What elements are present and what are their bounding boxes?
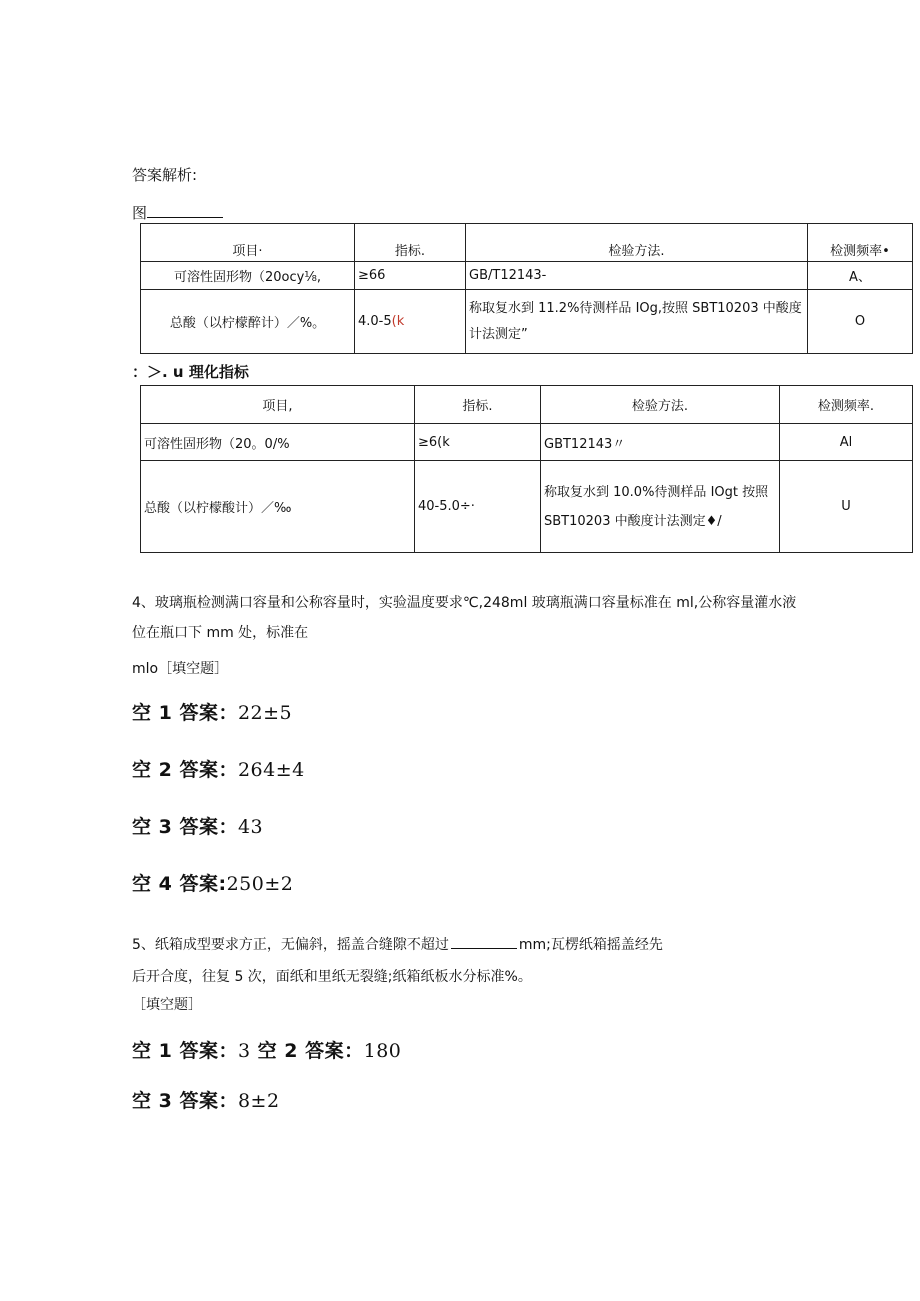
table1-header-indicator: 指标. — [355, 224, 466, 262]
q4-answer-4-label: 空 4 答案: — [132, 873, 227, 895]
table2-cell-method: 称取复水到 10.0%待测样品 IOgt 按照 SBT10203 中酸度计法测定♦/ — [541, 461, 780, 553]
table2-cell-item: 可溶性固形物（20。0/% — [141, 424, 415, 461]
table1-cell-frequency: A、 — [808, 262, 913, 290]
q4-text-line2: 位在瓶口下 mm 处，标准在 — [132, 625, 309, 641]
table2-cell-indicator: 40-5.0÷· — [415, 461, 541, 553]
answer-analysis-label: 答案解析: — [132, 166, 198, 184]
q5-text-line1-a: 5、纸箱成型要求方正，无偏斜，摇盖合缝隙不超过 — [132, 937, 449, 953]
q4-text-line1: 4、玻璃瓶检测满口容量和公称容量时，实验温度要求℃,248ml 玻璃瓶满口容量标准在 ml,公称容量灌水液 — [132, 595, 797, 611]
table1-header-frequency: 检测频率• — [808, 224, 913, 262]
q4-answer-2-label: 空 2 答案： — [132, 759, 238, 781]
q5-text-line1 — [132, 934, 663, 954]
q5-text-line3: ［填空题］ — [132, 997, 202, 1013]
q5-answer-2-value: 180 — [363, 1040, 402, 1062]
table2-cell-indicator: ≥6(k — [415, 424, 541, 461]
q4-answer-3-label: 空 3 答案： — [132, 816, 238, 838]
table2-header-item: 项目, — [141, 386, 415, 424]
table2-cell-item: 总酸（以柠檬酸计）／‰ — [141, 461, 415, 553]
table1-cell-frequency: O — [808, 290, 913, 354]
table1-indicator-value: 4.0-5 — [358, 314, 392, 329]
q5-answer-3-label: 空 3 答案： — [132, 1090, 238, 1112]
table1-cell-indicator: ≥66 — [355, 262, 466, 290]
table1-cell-method: GB/T12143- — [466, 262, 808, 290]
q4-answer-2 — [132, 755, 305, 782]
q4-answer-4-value: 250±2 — [226, 873, 294, 895]
q5-answer-1-label: 空 1 答案： — [132, 1040, 238, 1062]
q4-answer-1 — [132, 698, 292, 725]
table2-header-row — [141, 386, 913, 424]
indicator-table-1 — [140, 223, 913, 354]
table1-header-row — [141, 224, 913, 262]
table1-header-item: 项目· — [141, 224, 355, 262]
q5-answers-line1 — [132, 1036, 401, 1063]
q5-answer-3-value: 8±2 — [237, 1090, 280, 1112]
table2-cell-frequency: U — [780, 461, 913, 553]
table-row — [141, 262, 913, 290]
figure-label — [132, 202, 223, 223]
q5-blank-line — [451, 936, 517, 949]
q4-answer-2-value: 264±4 — [237, 759, 305, 781]
q5-answers-line2 — [132, 1086, 280, 1113]
q5-answer-2-label: 空 2 答案： — [250, 1040, 364, 1062]
table2-header-indicator: 指标. — [415, 386, 541, 424]
table-row — [141, 290, 913, 354]
table2-header-frequency: 检测频率. — [780, 386, 913, 424]
indicator-table-2 — [140, 385, 913, 553]
table1-header-method: 检验方法. — [466, 224, 808, 262]
figure-blank-line — [147, 205, 223, 218]
q4-answer-3 — [132, 812, 263, 839]
table2-header-method: 检验方法. — [541, 386, 780, 424]
table1-cell-method: 称取复水到 11.2%待测样品 IOg,按照 SBT10203 中酸度计法测定” — [466, 290, 808, 354]
table2-cell-frequency: Al — [780, 424, 913, 461]
q4-answer-1-label: 空 1 答案： — [132, 702, 238, 724]
table1-indicator-red-suffix: (k — [391, 314, 405, 329]
section-heading: ：＞. u 理化指标 — [132, 363, 249, 381]
q5-answer-1-value: 3 — [237, 1040, 251, 1062]
q5-text-line1-b: mm;瓦楞纸箱摇盖经先 — [518, 937, 663, 953]
q4-text-line3: mlo［填空题］ — [132, 661, 229, 677]
q4-answer-4 — [132, 869, 293, 896]
table1-cell-indicator — [355, 290, 466, 354]
figure-label-text: 图 — [132, 204, 148, 222]
q4-answer-3-value: 43 — [237, 816, 264, 838]
table1-cell-item: 可溶性固形物（20ocy⅛, — [141, 262, 355, 290]
q5-text-line2: 后开合度，往复 5 次，面纸和里纸无裂缝;纸箱纸板水分标准%。 — [132, 969, 532, 985]
q4-answer-1-value: 22±5 — [237, 702, 293, 724]
table-row — [141, 424, 913, 461]
table-row — [141, 461, 913, 553]
table2-cell-method: GBT12143〃 — [541, 424, 780, 461]
table1-cell-item: 总酸（以柠檬醉计）／%。 — [141, 290, 355, 354]
